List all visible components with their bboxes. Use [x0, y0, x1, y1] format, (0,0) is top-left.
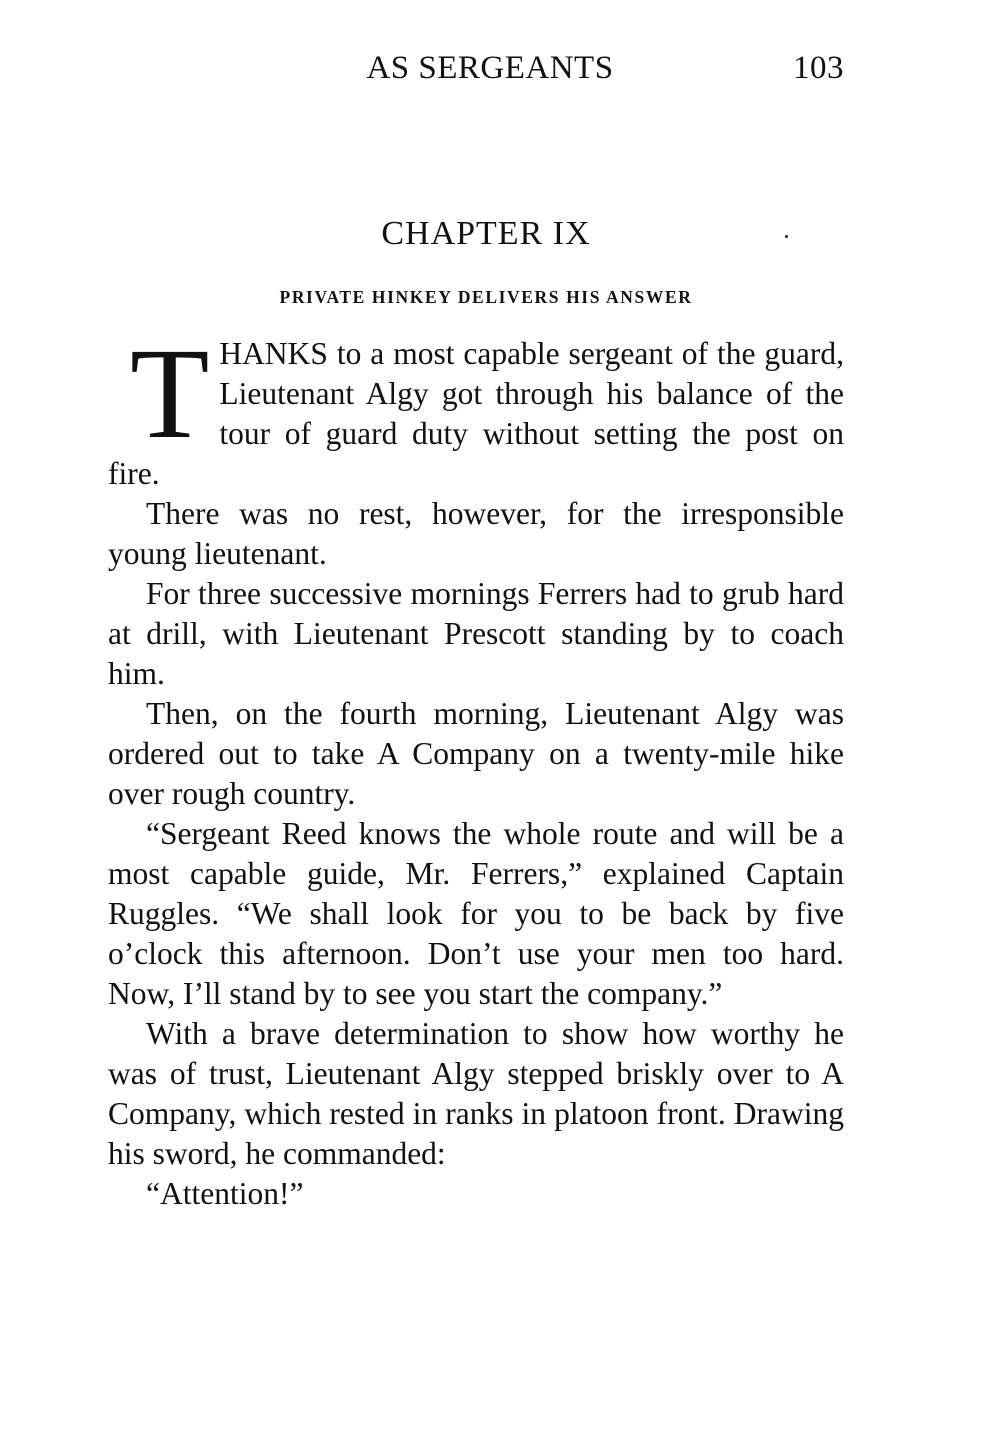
page-number: 103	[793, 50, 844, 86]
drop-cap: T	[130, 322, 210, 466]
running-title: AS SERGEANTS	[366, 50, 614, 86]
paragraph: With a brave determination to show how worthy he was of trust, Lieutenant Algy stepped briskly over to A Company, which rested in ranks in platoon front. Drawing his sword, he commanded:	[108, 1016, 844, 1171]
paragraph: There was no rest, however, for the irresponsible young lieutenant.	[108, 496, 844, 571]
paragraph: Then, on the fourth morning, Lieutenant Algy was ordered out to take A Company on a twenty-mile hike over rough country.	[108, 696, 844, 811]
chapter-subtitle: PRIVATE HINKEY DELIVERS HIS ANSWER	[279, 287, 693, 307]
paragraph: “Attention!”	[146, 1176, 304, 1211]
paragraph: For three successive mornings Ferrers had to grub hard at drill, with Lieutenant Prescott standing by to coach him.	[108, 576, 844, 691]
paragraph: “Sergeant Reed knows the whole route and will be a most capable guide, Mr. Ferrers,” explained Captain Ruggles. “We shall look for you to be back by five o’clock this afternoon. Don’t use your men too hard. Now, I’ll stand by to see you start the company.”	[108, 816, 844, 1011]
paragraph-text: HANKS to a most capable sergeant of the guard, Lieutenant Algy got through his balance of the tour of guard duty without setting the post on fire.	[108, 336, 844, 491]
chapter-body	[108, 322, 844, 1214]
running-head	[108, 46, 844, 90]
chapter-title: CHAPTER IX	[381, 215, 591, 252]
paragraph	[108, 322, 844, 494]
